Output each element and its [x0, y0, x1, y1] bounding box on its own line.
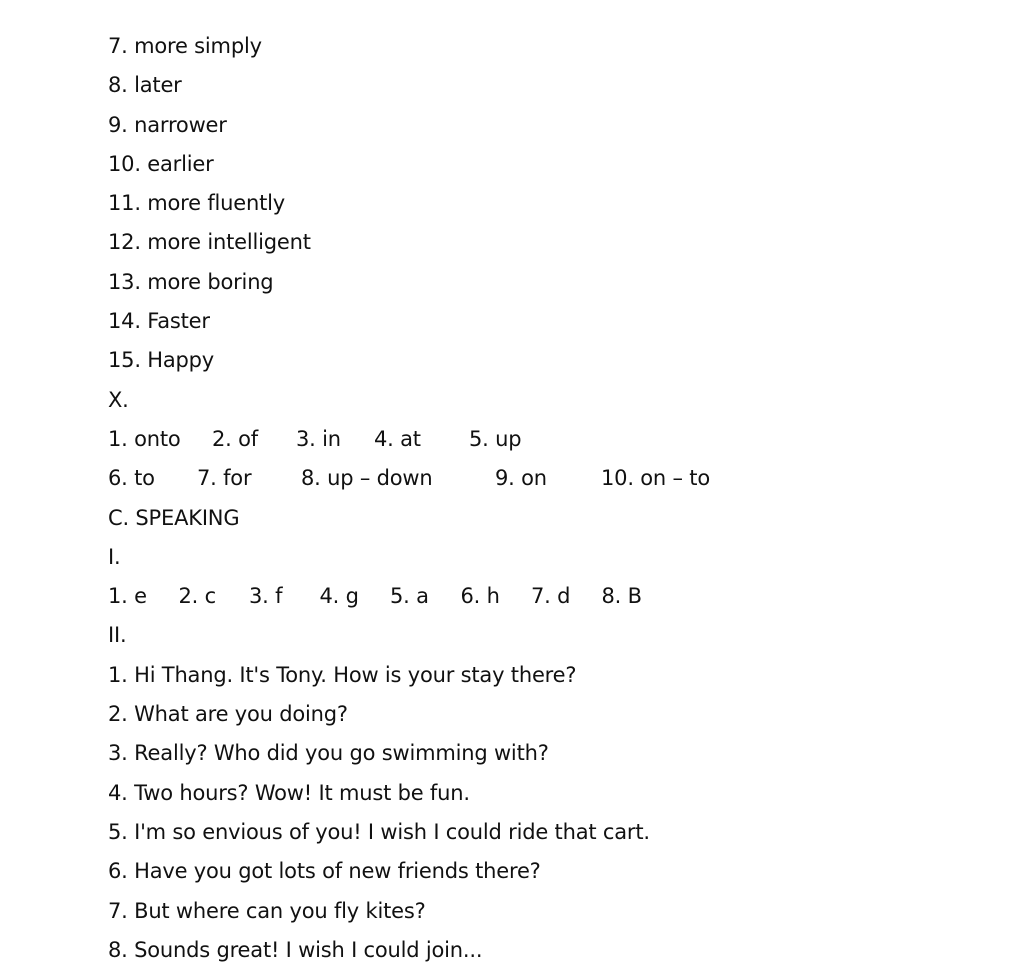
answer-cell: 9. on [495, 466, 547, 491]
dialogue-line: 4. Two hours? Wow! It must be fun. [108, 780, 470, 805]
speaking-heading: C. SPEAKING [108, 505, 240, 530]
section-x-row-1 [108, 420, 988, 459]
list-item: 10. earlier [108, 151, 214, 176]
answer-cell: 4. at [374, 426, 421, 451]
list-item: 7. more simply [108, 34, 262, 58]
answer-cell: 7. for [197, 466, 252, 491]
answer-cell: 2. of [212, 426, 258, 451]
answer-cell: 10. on – to [601, 466, 710, 491]
answer-cell: 6. h [460, 584, 500, 609]
answer-cell: 7. d [531, 584, 571, 609]
dialogue-line: 5. I'm so envious of you! I wish I could ride that cart. [108, 819, 650, 844]
answer-cell: 5. up [469, 426, 522, 451]
answer-cell: 6. to [108, 466, 155, 491]
answer-key-document [108, 27, 988, 970]
dialogue-line: 6. Have you got lots of new friends there? [108, 859, 541, 884]
list-item: 15. Happy [108, 348, 215, 373]
list-item: 13. more boring [108, 269, 274, 294]
list-item: 9. narrower [108, 112, 227, 137]
dialogue-line: 1. Hi Thang. It's Tony. How is your stay there? [108, 662, 577, 687]
dialogue-line: 3. Really? Who did you go swimming with? [108, 741, 549, 766]
dialogue-line: 8. Sounds great! I wish I could join... [108, 937, 483, 962]
dialogue-line: 2. What are you doing? [108, 702, 348, 727]
speaking-part-1-answers [108, 577, 988, 616]
answer-cell: 5. a [390, 584, 429, 609]
answer-cell: 3. f [249, 584, 283, 609]
list-item: 8. later [108, 73, 182, 98]
answer-cell: 3. in [296, 426, 341, 451]
section-x-heading: X. [108, 387, 129, 412]
speaking-part-2-heading: II. [108, 623, 127, 648]
list-item: 12. more intelligent [108, 230, 311, 255]
answer-cell: 1. onto [108, 426, 181, 451]
list-item: 14. Faster [108, 309, 210, 334]
answer-cell: 4. g [319, 584, 359, 609]
speaking-part-1-heading: I. [108, 544, 121, 569]
list-item: 11. more fluently [108, 191, 286, 216]
answer-cell: 2. c [178, 584, 216, 609]
section-x-row-2 [108, 459, 988, 498]
dialogue-line: 7. But where can you fly kites? [108, 898, 426, 923]
answer-cell: 1. e [108, 584, 147, 609]
answer-cell: 8. B [601, 584, 642, 609]
answer-cell: 8. up – down [301, 466, 433, 491]
